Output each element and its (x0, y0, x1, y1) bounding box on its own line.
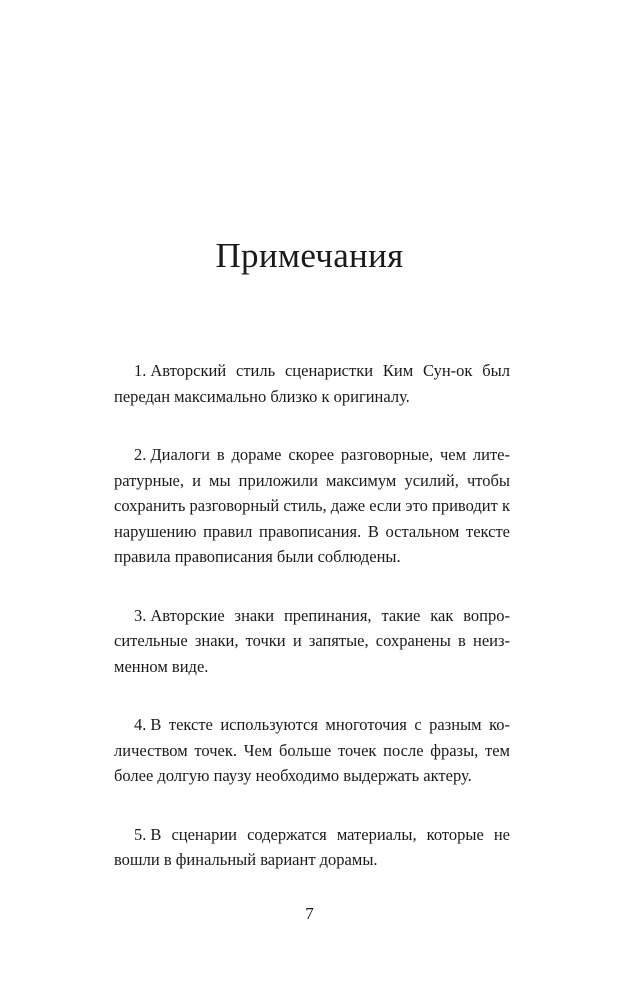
note-text: Диалоги в дораме скорее разговорные, чем литературные, и мы приложили максимум усилий, чтобы сохранить разговорный стиль, даже если это приводит к нарушению правил правописания. В остальном тексте правила правописания были соблюдены. (114, 445, 510, 566)
note-text: Авторский стиль сценаристки Ким Сун-ок был передан максимально близко к оригиналу. (114, 361, 510, 406)
page-number: 7 (305, 904, 314, 923)
note-number: 4. (134, 715, 147, 734)
page-title: Примечания (215, 236, 404, 275)
note-text: Авторские знаки препинания, такие как вопросительные знаки, точки и запятые, сохранены в неизменном виде. (114, 605, 510, 676)
note-number: 5. (134, 824, 147, 844)
note-text: В сценарии содержатся материалы, которые не вошли в финальный вариант дорамы. (114, 824, 510, 869)
note-text: В тексте используются многоточия с разным количеством точек. Чем больше точек после фразы, тем более долгую паузу необходимо выдержать актеру. (114, 715, 510, 785)
note-number: 2. (134, 445, 147, 464)
note-2 (114, 442, 510, 570)
note-number: 3. (134, 605, 147, 625)
notes-list (114, 358, 510, 906)
note-number: 1. (134, 361, 147, 380)
note-4 (114, 712, 510, 789)
note-1 (114, 358, 510, 409)
note-3 (114, 603, 510, 680)
note-5 (114, 822, 510, 873)
